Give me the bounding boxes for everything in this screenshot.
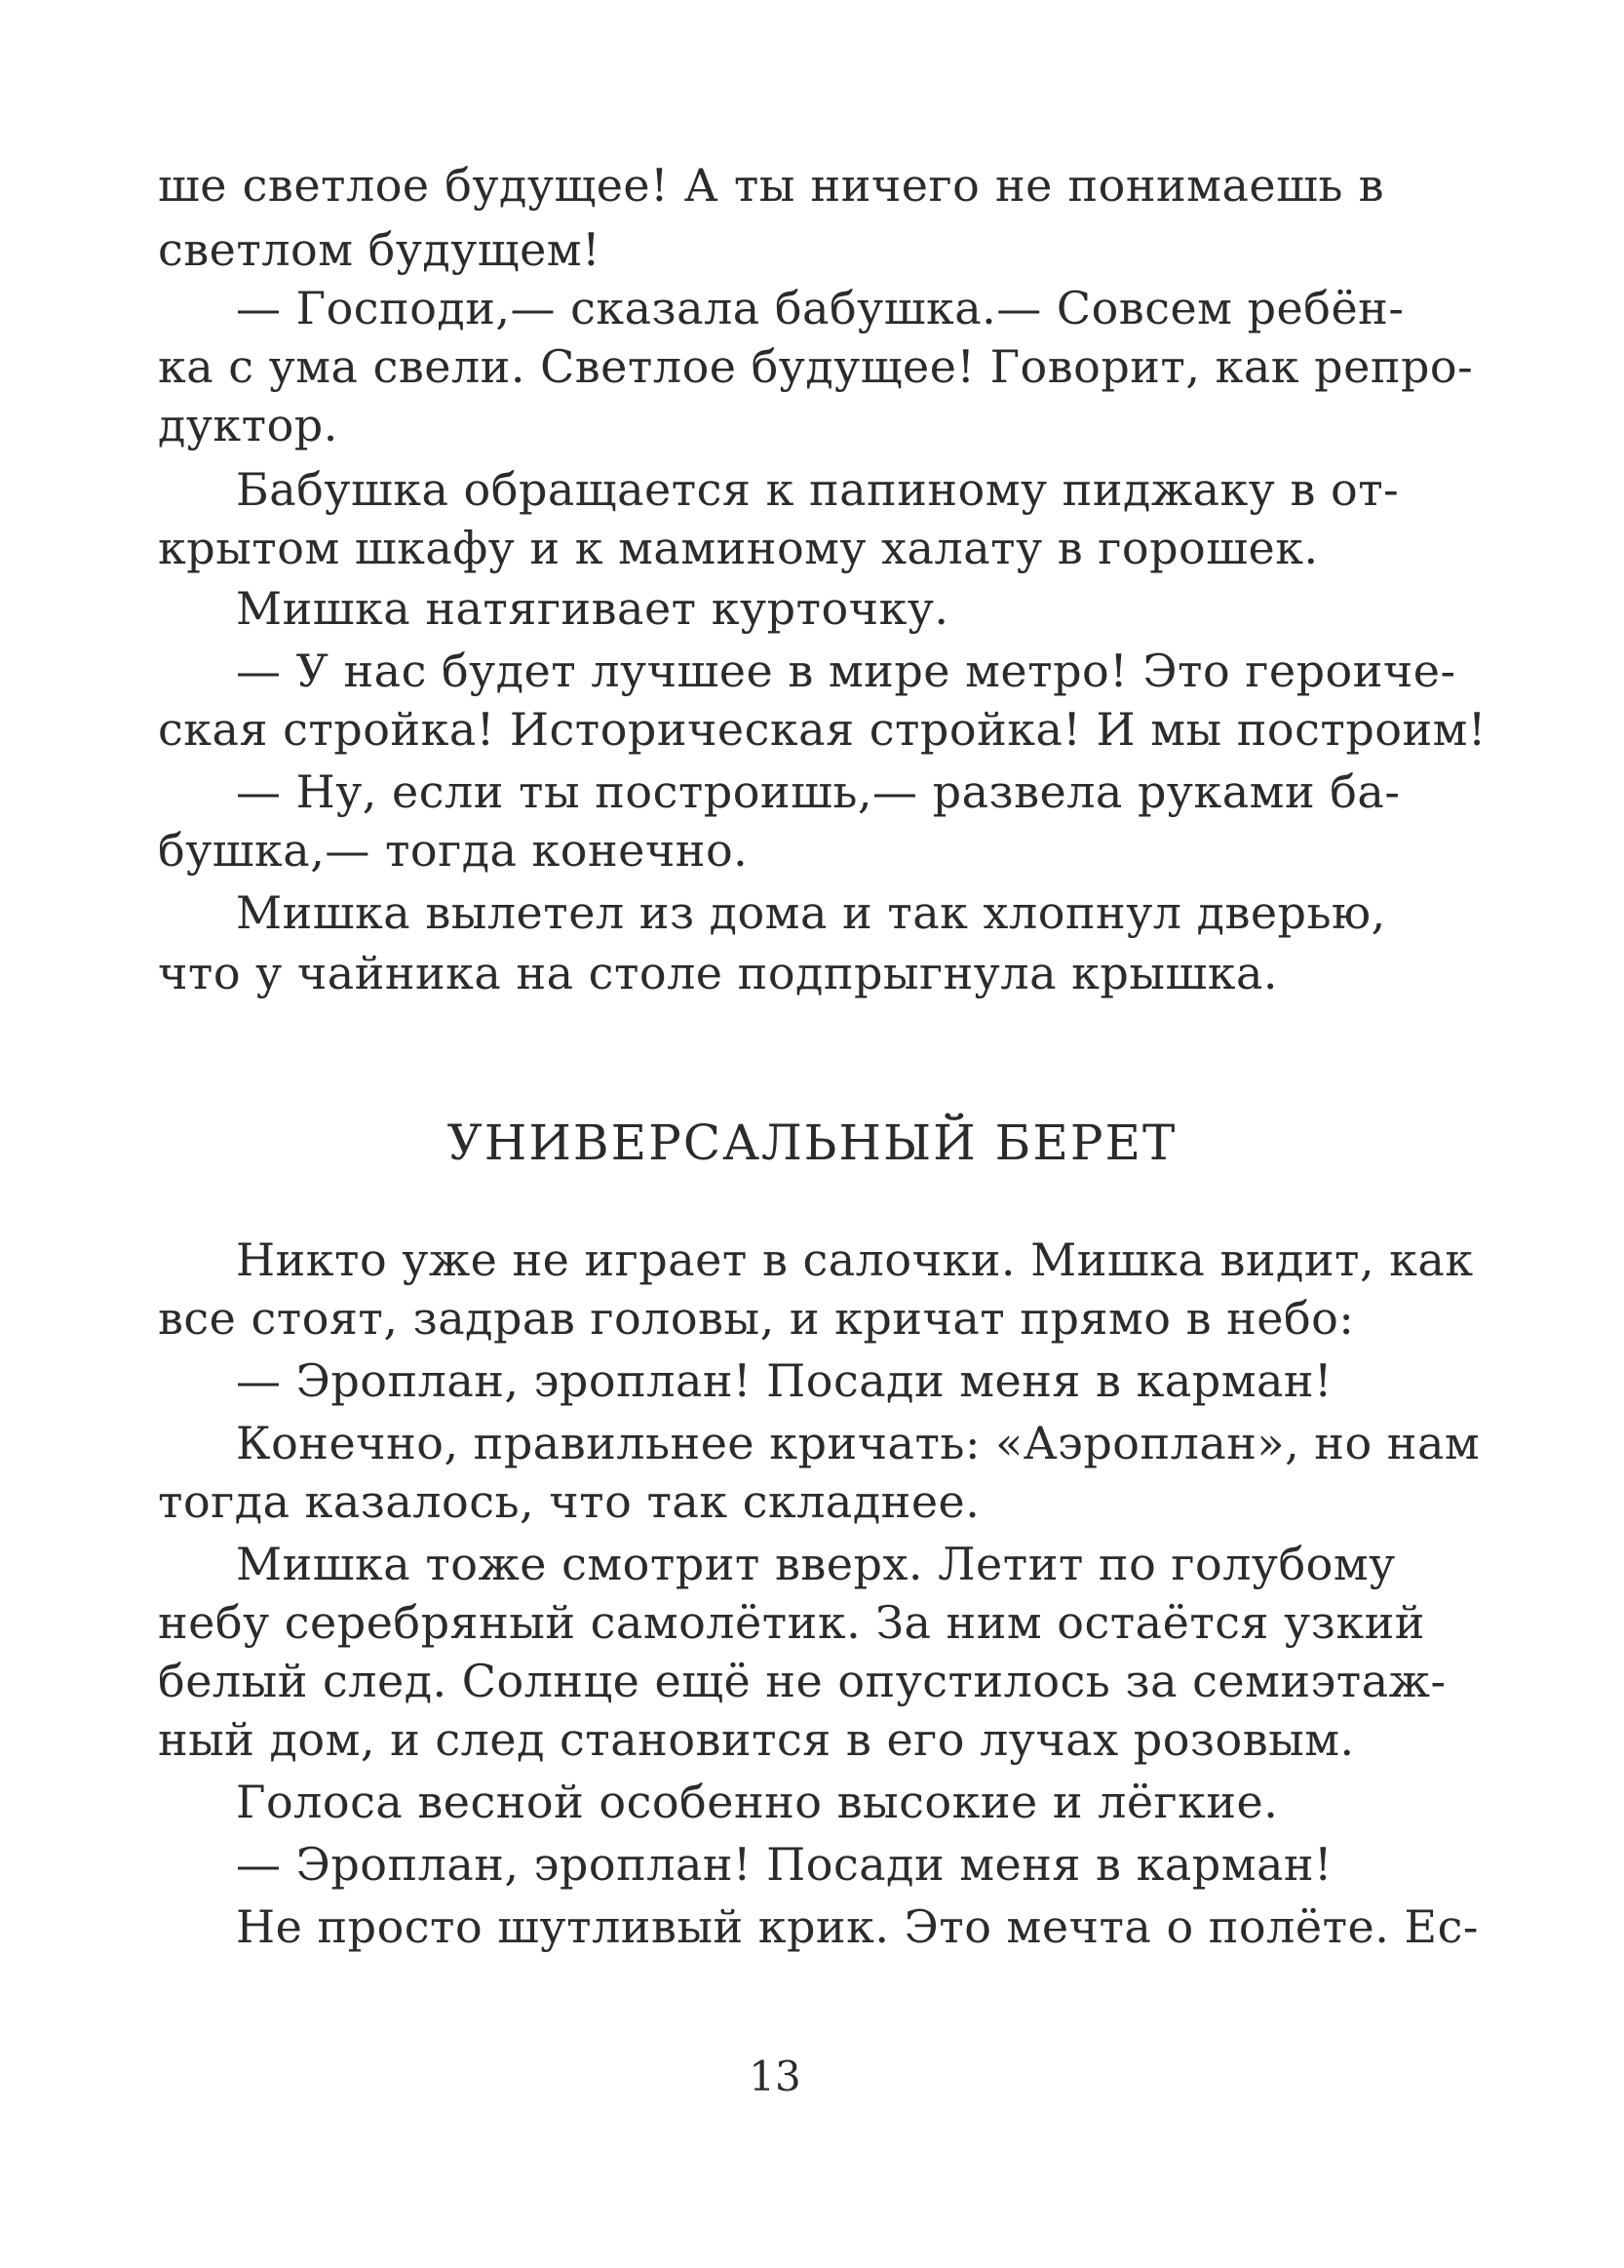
text-line: белый след. Солнце ещё не опустилось за семиэтаж- [158, 1655, 1447, 1707]
text-line: Голоса весной особенно высокие и лёгкие. [236, 1776, 1279, 1828]
text-line: — Эроплан, эроплан! Посади меня в карман! [236, 1838, 1334, 1891]
text-line: ская стройка! Историческая стройка! И мы построим! [158, 703, 1487, 756]
text-line: ше светлое будущее! А ты ничего не понимаешь в [158, 159, 1384, 212]
text-line: Мишка натягивает курточку. [236, 582, 949, 635]
text-line: ный дом, и след становится в его лучах розовым. [158, 1713, 1355, 1766]
text-line: что у чайника на столе подпрыгнула крышка. [158, 947, 1279, 999]
text-line: Бабушка обращается к папиному пиджаку в от- [236, 463, 1400, 516]
section-heading: УНИВЕРСАЛЬНЫЙ БЕРЕТ [446, 1114, 1178, 1171]
text-line: Мишка тоже смотрит вверх. Летит по голубому [236, 1538, 1396, 1590]
page-number: 13 [749, 2053, 801, 2100]
text-line: небу серебряный самолётик. За ним остаётся узкий [158, 1596, 1425, 1649]
text-line: все стоят, задрав головы, и кричат прямо в небо: [158, 1292, 1355, 1345]
text-line: — Господи,— сказала бабушка.— Совсем ребён- [236, 282, 1405, 334]
text-line: Никто уже не играет в салочки. Мишка видит, как [236, 1233, 1474, 1286]
text-line: дуктор. [158, 399, 338, 451]
text-line: крытом шкафу и к маминому халату в горошек. [158, 522, 1319, 574]
text-line: Не просто шутливый крик. Это мечта о полёте. Ес- [236, 1900, 1479, 1953]
text-line: светлом будущем! [158, 223, 601, 276]
text-line: — У нас будет лучшее в мире метро! Это героиче- [236, 645, 1456, 697]
text-line: тогда казалось, что так складнее. [158, 1475, 981, 1528]
text-line: — Ну, если ты построишь,— развела руками ба- [236, 765, 1401, 818]
text-line: ка с ума свели. Светлое будущее! Говорит, как репро- [158, 340, 1474, 393]
text-line: — Эроплан, эроплан! Посади меня в карман! [236, 1354, 1334, 1407]
text-line: Мишка вылетел из дома и так хлопнул дверью, [236, 886, 1386, 939]
text-line: Конечно, правильнее кричать: «Аэроплан», но нам [236, 1417, 1481, 1469]
text-line: бушка,— тогда конечно. [158, 824, 749, 877]
